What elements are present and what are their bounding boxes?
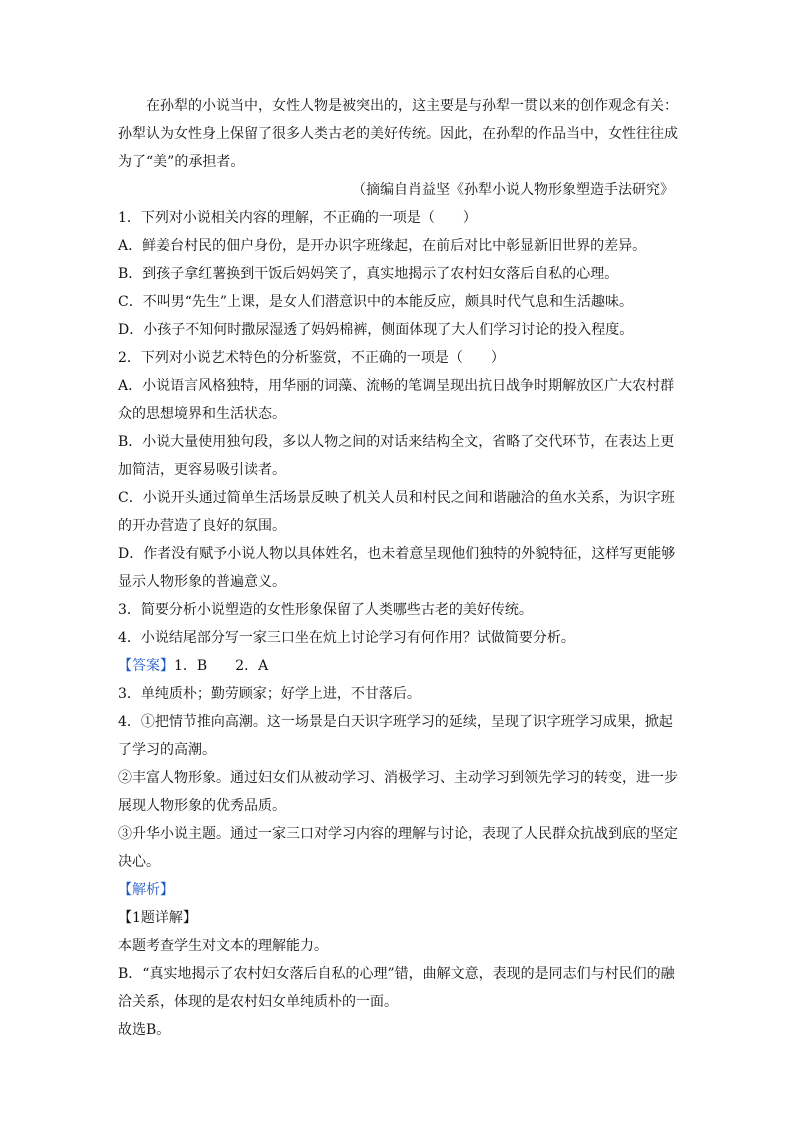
analysis-line-1: 本题考查学生对文本的理解能力。: [118, 938, 328, 954]
answer-line: [118, 652, 678, 680]
question-2-option-d: D．作者没有赋予小说人物以具体姓名，也未着意呈现他们独特的外貌特征，这样写更能够显示人物形象的普遍意义。: [118, 546, 676, 590]
analysis-subheading: 【1题详解】: [118, 910, 197, 926]
passage-paragraph: 在孙犁的小说当中，女性人物是被突出的，这主要是与孙犁一贯以来的创作观念有关：孙犁认为女性身上保留了很多人类古老的美好传统。因此，在孙犁的作品当中，女性往往成为了“美”的承担者。: [118, 98, 678, 170]
question-2-option-b: B．小说大量使用独句段，多以人物之间的对话来结构全文，省略了交代环节，在表达上更加简洁，更容易吸引读者。: [118, 434, 675, 478]
question-1-option-c: C．不叫男“先生”上课，是女人们潜意识中的本能反应，颇具时代气息和生活趣味。: [118, 294, 634, 310]
question-3: 3．简要分析小说塑造的女性形象保留了人类哪些古老的美好传统。: [118, 602, 533, 618]
question-4: 4．小说结尾部分写一家三口坐在炕上讨论学习有何作用？试做简要分析。: [118, 630, 575, 646]
question-1-option-a: A．鲜姜台村民的佃户身份，是开办识字班缘起，在前后对比中彰显新旧世界的差异。: [118, 238, 647, 254]
question-2-option-a: A．小说语言风格独特，用华丽的词藻、流畅的笔调呈现出抗日战争时期解放区广大农村群众的思想境界和生活状态。: [118, 378, 675, 422]
question-2-stem: 2．下列对小说艺术特色的分析鉴赏，不正确的一项是（ ）: [118, 350, 505, 366]
answer-4-point-1: 4．①把情节推向高潮。这一场景是白天识字班学习的延续，呈现了识字班学习成果，掀起了学习的高潮。: [118, 714, 673, 758]
question-1-option-d: D．小孩子不知何时撒尿湿透了妈妈棉裤，侧面体现了大人们学习讨论的投入程度。: [118, 322, 634, 338]
question-2-option-c: C．小说开头通过简单生活场景反映了机关人员和村民之间和谐融洽的鱼水关系，为识字班的开办营造了良好的氛围。: [118, 490, 675, 534]
answer-4-point-2: ②丰富人物形象。通过妇女们从被动学习、消极学习、主动学习到领先学习的转变，进一步展现人物形象的优秀品质。: [118, 770, 678, 814]
question-1-option-b: B．到孩子拿红薯换到干饭后妈妈笑了，真实地揭示了农村妇女落后自私的心理。: [118, 266, 619, 282]
question-1-stem: 1．下列对小说相关内容的理解，不正确的一项是（ ）: [118, 210, 477, 226]
answer-choices: 1．B 2．A: [174, 658, 269, 674]
analysis-label: 【解析】: [118, 882, 174, 898]
analysis-line-3: 故选B。: [118, 1022, 171, 1038]
document-body: [118, 92, 678, 1044]
answer-label: 【答案】: [118, 658, 174, 674]
answer-4-point-3: ③升华小说主题。通过一家三口对学习内容的理解与讨论，表现了人民群众抗战到底的坚定决心。: [118, 826, 678, 870]
analysis-line-2: B．“真实地揭示了农村妇女落后自私的心理”错，曲解文意，表现的是同志们与村民们的融洽关系，体现的是农村妇女单纯质朴的一面。: [118, 966, 675, 1010]
answer-3: 3．单纯质朴；勤劳顾家；好学上进，不甘落后。: [118, 686, 421, 702]
passage-source: （摘编自肖益坚《孙犁小说人物形象塑造手法研究》: [352, 182, 674, 198]
